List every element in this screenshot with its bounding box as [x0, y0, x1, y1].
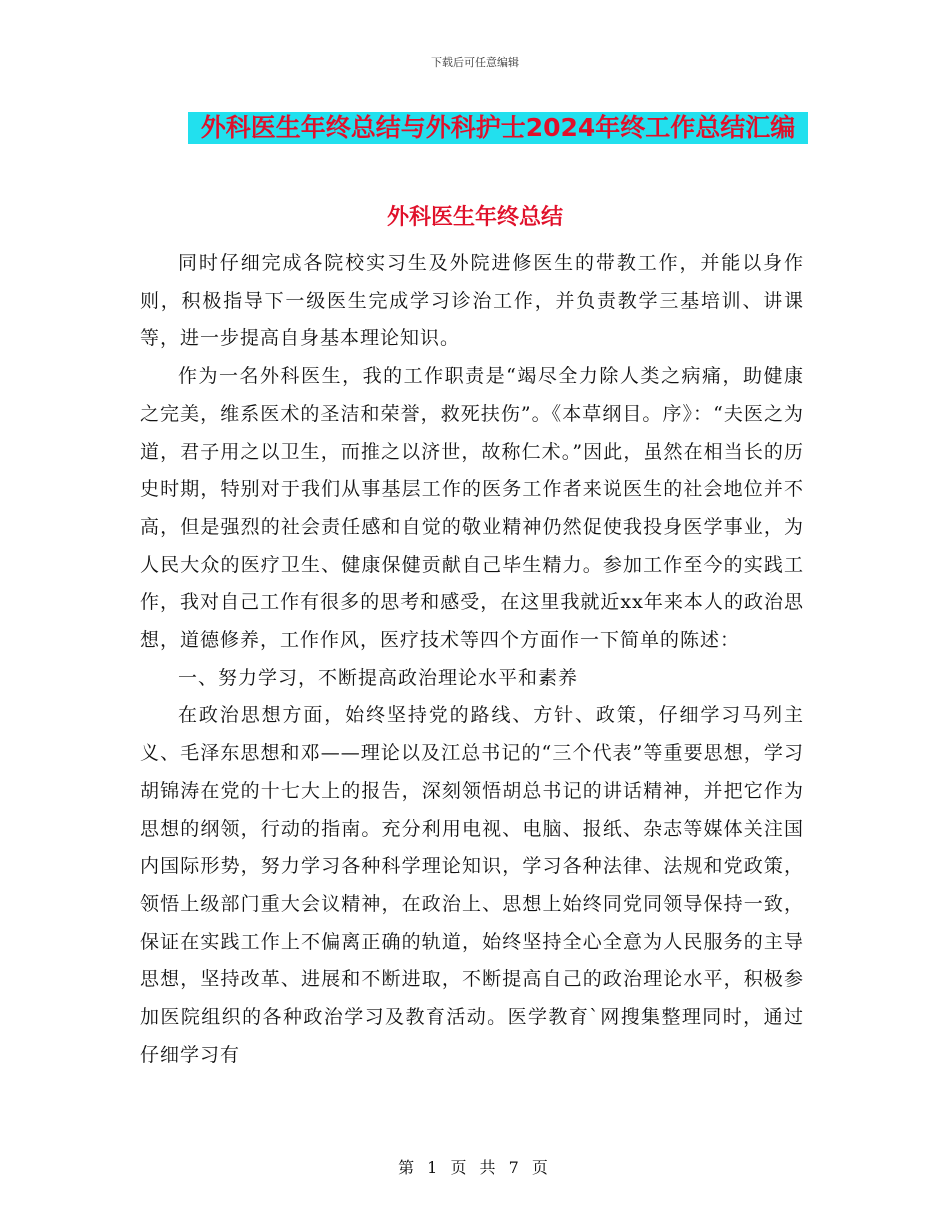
section-title: 外科医生年终总结 — [386, 205, 563, 230]
header-note: 下载后可任意编辑 — [431, 56, 519, 69]
document-title: 外科医生年终总结与外科护士2024年终工作总结汇编 — [188, 112, 808, 144]
section-heading: 一、努力学习，不断提高政治理论水平和素养 — [178, 666, 579, 689]
page-number: 第 1 页 共 7 页 — [398, 1158, 552, 1177]
paragraph: 同时仔细完成各院校实习生及外院进修医生的带教工作，并能以身作则，积极指导下一级医生完成学习诊治工作，并负责教学三基培训、讲课等，进一步提高自身基本理论知识。 — [140, 252, 804, 350]
paragraph: 在政治思想方面，始终坚持党的路线、方针、政策，仔细学习马列主义、毛泽东思想和邓——理论以及江总书记的“三个代表”等重要思想，学习胡锦涛在党的十七大上的报告，深刻领悟胡总书记的讲话精神，并把它作为思想的纲领，行动的指南。充分利用电视、电脑、报纸、杂志等媒体关注国内国际形势，努力学习各种科学理论知识，学习各种法律、法规和党政策，领悟上级部门重大会议精神，在政治上、思想上始终同党同领导保持一致，保证在实践工作上不偏离正确的轨道，始终坚持全心全意为人民服务的主导思想，坚持改革、进展和不断进取，不断提高自己的政治理论水平，积极参加医院组织的各种政治学习及教育活动。医学教育`网搜集整理同时，通过仔细学习有 — [140, 704, 804, 1066]
paragraph: 作为一名外科医生，我的工作职责是“竭尽全力除人类之病痛，助健康之完美，维系医术的圣洁和荣誉，救死扶伤”。《本草纲目。序》：“夫医之为道，君子用之以卫生，而推之以济世，故称仁术。”因此，虽然在相当长的历史时期，特别对于我们从事基层工作的医务工作者来说医生的社会地位并不高，但是强烈的社会责任感和自觉的敬业精神仍然促使我投身医学事业，为人民大众的医疗卫生、健康保健贡献自己毕生精力。参加工作至今的实践工作，我对自己工作有很多的思考和感受，在这里我就近xx年来本人的政治思想，道德修养，工作作风，医疗技术等四个方面作一下简单的陈述： — [140, 365, 804, 652]
document-body — [140, 245, 804, 1105]
